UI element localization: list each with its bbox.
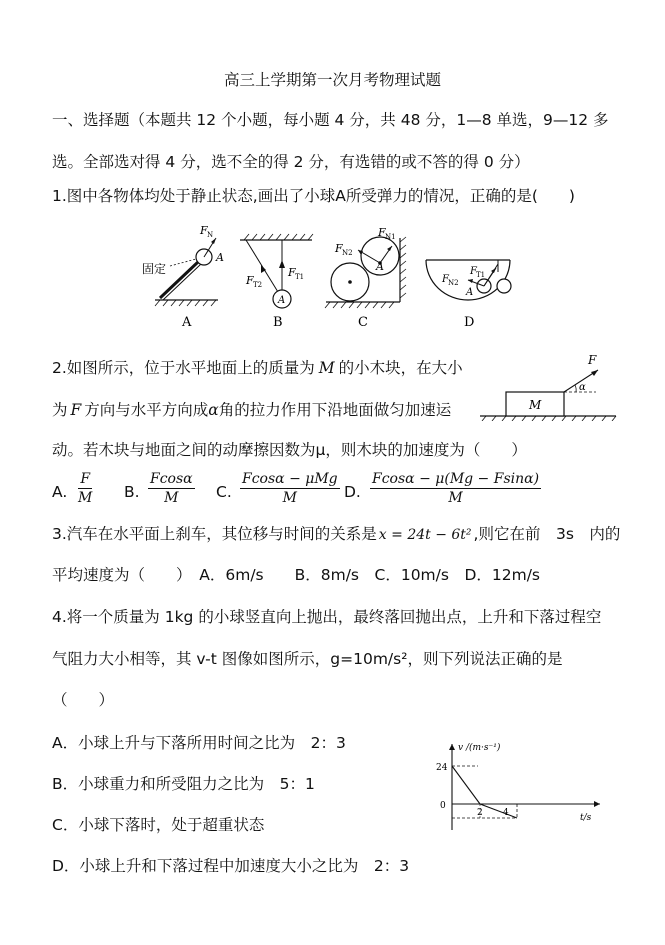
q2-option-a-label: A. — [52, 483, 68, 501]
q2-option-b-frac — [148, 470, 195, 507]
q4-option-b: B．小球重力和所受阻力之比为 5：1 — [52, 775, 315, 793]
q1c-force1-sub: N2 — [342, 249, 353, 257]
q1d-force1-label: F — [470, 266, 477, 277]
q3-formula: x = 24t − 6t² — [378, 527, 472, 543]
q2-option-b-label: B. — [124, 483, 140, 501]
q2-fig-force: F — [588, 353, 597, 367]
q1-figures — [130, 216, 530, 330]
q1d-ball-label: A — [466, 287, 474, 298]
q2-option-b-num: Fcosα — [150, 471, 193, 487]
q1-stem: 1.图中各物体均处于静止状态,画出了小球A所受弹力的情况，正确的是( ) — [52, 187, 575, 205]
q2-option-d-num: Fcosα − μ(Mg − Fsinα) — [372, 471, 540, 487]
q1-option-c: C — [358, 315, 368, 330]
q2-line3: 动。若木块与地面之间的动摩擦因数为μ，则木块的加速度为（ ） — [52, 441, 527, 459]
q4-graph-ylabel: v /(m·s⁻¹) — [458, 743, 501, 753]
q1c-ball-label: A — [376, 260, 384, 273]
q4-graph-xlabel: t/s — [580, 813, 592, 823]
q1b-force1-label: F — [288, 266, 296, 279]
q3-line1 — [52, 524, 620, 545]
q2-option-a-den: M — [78, 490, 93, 506]
q2-option-c-label: C. — [216, 483, 232, 501]
q4-option-c: C．小球下落时，处于超重状态 — [52, 816, 265, 834]
q4-option-a: A．小球上升与下落所用时间之比为 2：3 — [52, 734, 346, 752]
q1-figure-c — [325, 226, 406, 308]
q2-line2-rest: 角的拉力作用下沿地面做匀加速运 — [218, 401, 452, 419]
q4-graph-xtick-2: 2 — [477, 808, 483, 818]
q1b-force2-sub: T2 — [253, 281, 263, 289]
q2-line1-text: 2.如图所示，位于水平地面上的质量为 — [52, 359, 315, 377]
section-intro-line1: 一、选择题（本题共 12 个小题，每小题 4 分，共 48 分，1—8 单选，9—12 多 — [52, 111, 609, 129]
q2-var-m: M — [318, 359, 335, 377]
q2-var-f: F — [70, 401, 82, 419]
q2-option-d-label: D. — [344, 483, 361, 501]
page-title: 高三上学期第一次月考物理试题 — [223, 71, 441, 89]
q2-option-a-frac — [78, 470, 92, 507]
q1d-force2-sub: N2 — [448, 279, 459, 287]
q1-figure-b — [240, 234, 313, 308]
q1-figure-a — [142, 224, 224, 306]
q1a-fixed-label: 固定 — [142, 262, 167, 276]
q2-fig-angle: α — [579, 382, 586, 393]
q2-figure — [476, 346, 626, 421]
q2-option-c-den: M — [282, 490, 297, 506]
q3-line1-pre: 3.汽车在水平面上刹车，其位移与时间的关系是 — [52, 525, 377, 543]
q2-line2-mid: 方向与水平方向成 — [84, 401, 209, 419]
q2-var-alpha: α — [208, 401, 219, 419]
q3-line1-rest: ,则它在前 3s 内的 — [473, 525, 621, 543]
q1d-force2-label: F — [442, 274, 449, 285]
q1a-ball-label: A — [216, 251, 224, 264]
q1b-ball-label: A — [278, 295, 286, 306]
q2-line1 — [52, 358, 463, 378]
q1b-force2-label: F — [246, 274, 254, 287]
q4-graph-ytick: 24 — [436, 763, 448, 773]
q1a-force-sub: N — [207, 231, 214, 239]
q4-line3: （ ） — [52, 691, 115, 709]
q2-option-c-num: Fcosα − μMg — [242, 471, 338, 487]
q2-line1-rest: 的小木块，在大小 — [338, 359, 463, 377]
q2-fig-block: M — [529, 398, 542, 412]
q2-line2-pre: 为 — [52, 401, 68, 419]
q1c-force2-label: F — [378, 226, 386, 239]
q1-option-b: B — [273, 315, 283, 330]
q1b-force1-sub: T1 — [295, 273, 305, 281]
q2-option-c-frac — [240, 470, 340, 507]
q3-line2: 平均速度为（ ） A．6m/s B．8m/s C．10m/s D．12m/s — [52, 566, 541, 584]
q4-line1: 4.将一个质量为 1kg 的小球竖直向上抛出，最终落回抛出点，上升和下落过程空 — [52, 608, 602, 626]
q1-option-d: D — [464, 315, 475, 330]
q2-option-d-frac — [370, 470, 541, 507]
q2-option-b-den: M — [164, 490, 179, 506]
q2-option-a-num: F — [78, 470, 92, 489]
q4-graph-xtick-4: 4 — [503, 808, 509, 818]
q2-option-d-den: M — [448, 490, 463, 506]
q2-line2 — [52, 400, 451, 420]
q1d-force1-sub: T1 — [476, 271, 486, 279]
q4-vt-graph — [430, 738, 605, 834]
q1a-force-label: F — [200, 224, 208, 237]
q4-option-d: D．小球上升和下落过程中加速度大小之比为 2：3 — [52, 857, 410, 875]
q4-line2: 气阻力大小相等，其 v-t 图像如图所示，g=10m/s²，则下列说法正确的是 — [52, 650, 563, 668]
q1c-force2-sub: N1 — [385, 233, 396, 241]
q1-figure-d — [426, 260, 511, 300]
q1c-force1-label: F — [335, 242, 343, 255]
section-intro-line2: 选。全部选对得 4 分，选不全的得 2 分，有选错的或不答的得 0 分） — [52, 153, 530, 171]
q1-option-a: A — [182, 315, 192, 330]
q4-graph-origin: 0 — [440, 801, 446, 811]
